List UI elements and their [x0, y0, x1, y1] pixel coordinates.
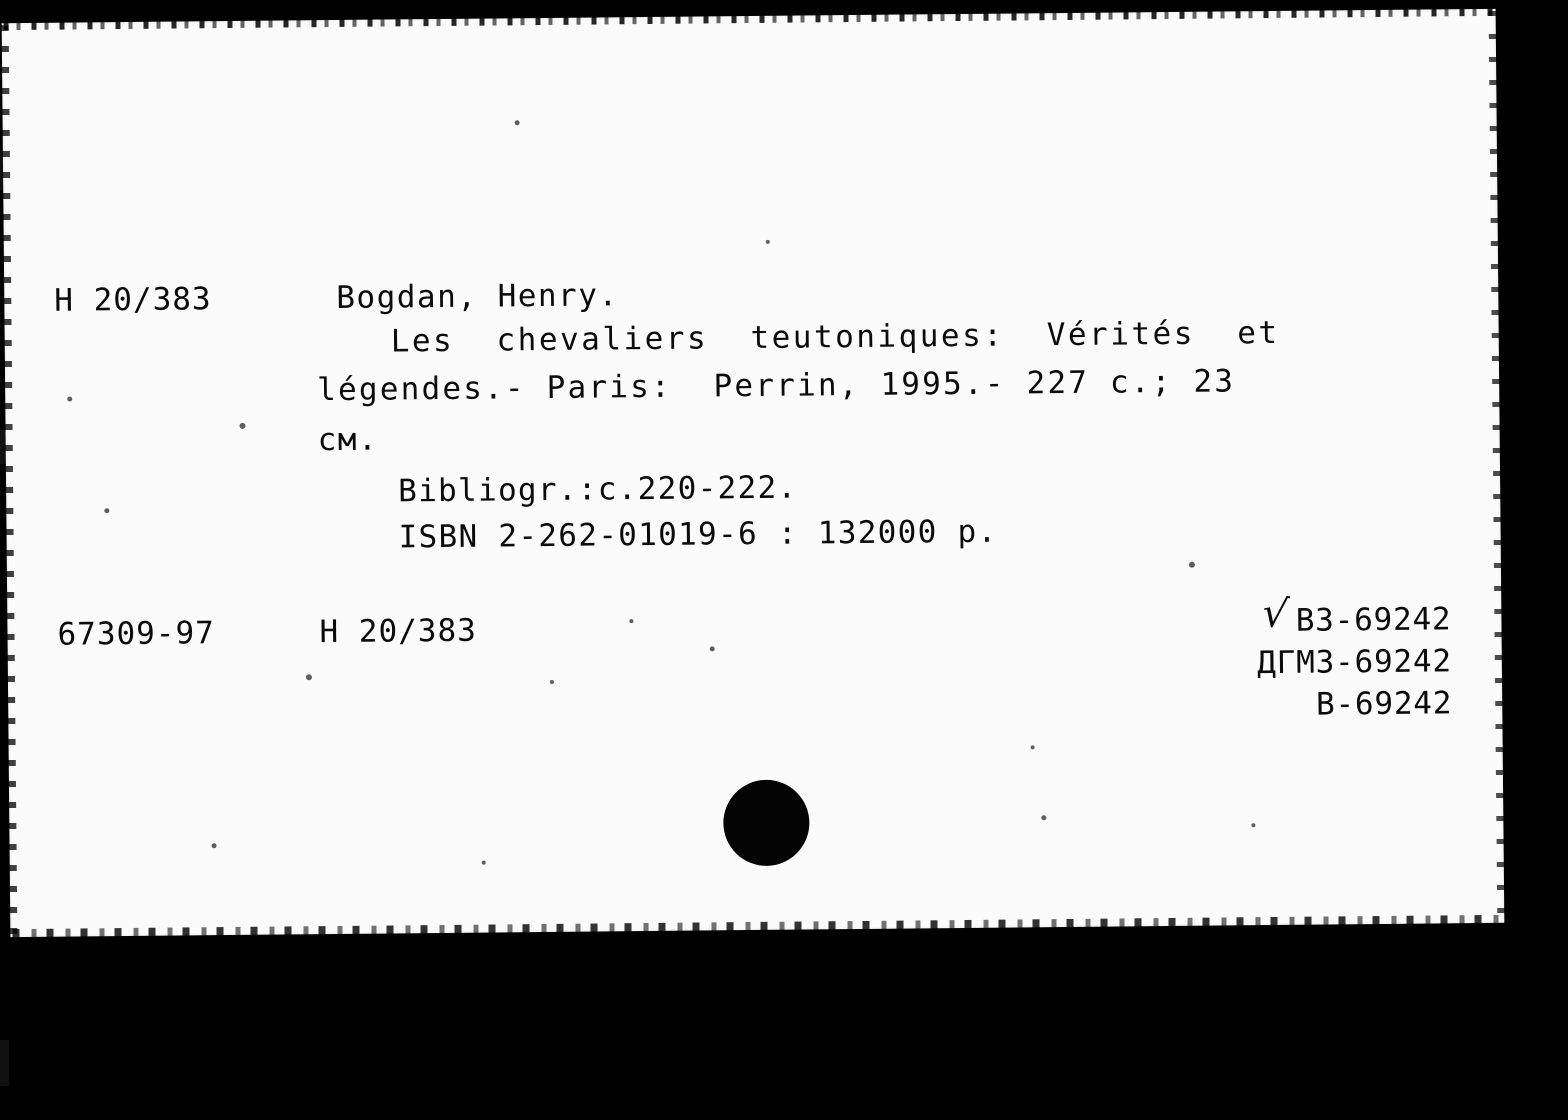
scan-speck: [766, 240, 770, 244]
scan-speck: [1189, 562, 1195, 568]
scan-speck: [1041, 815, 1046, 820]
title-line-2: légendes.- Paris: Perrin, 1995.- 227 c.; 23: [317, 363, 1236, 409]
scan-speck: [212, 843, 217, 848]
scan-speck: [629, 619, 633, 623]
scan-speck: [67, 397, 72, 402]
note-bibliography: Bibliogr.:c.220-222.: [397, 469, 798, 510]
scan-speck: [550, 680, 554, 684]
catalogue-card: [4, 11, 1503, 935]
card-edge-left: [1, 25, 18, 935]
checkmark-icon: √: [1259, 589, 1291, 639]
shelfmark-bottom: H 20/383: [319, 612, 477, 651]
scan-speck: [515, 120, 520, 125]
shelfmark-top: H 20/383: [54, 281, 212, 319]
scan-speck: [306, 674, 312, 680]
scan-speck: [710, 646, 715, 651]
stamp-line-3: B-69242: [1315, 685, 1453, 723]
card-edge-bottom: [12, 915, 1502, 940]
accession-number: 67309-97: [57, 615, 215, 653]
scan-speck: [239, 423, 245, 429]
title-line-1: Les chevaliers teutoniques: Vérités et: [390, 314, 1280, 360]
stamp-line-2: ДГМ3-69242: [1257, 643, 1453, 682]
punch-hole-icon: [723, 779, 810, 866]
film-edge-mark: [0, 1040, 9, 1086]
card-edge-right: [1489, 11, 1507, 921]
note-isbn-price: ISBN 2-262-01019-6 : 132000 p.: [398, 513, 998, 556]
scan-speck: [1251, 823, 1255, 827]
card-edge-top: [4, 7, 1494, 30]
author-heading: Bogdan, Henry.: [336, 277, 619, 316]
scan-speck: [1031, 745, 1035, 749]
stamp-line-1: B3-69242: [1295, 601, 1452, 639]
scan-speck: [482, 861, 486, 865]
title-line-3: cм.: [317, 421, 379, 459]
scan-speck: [104, 508, 109, 513]
